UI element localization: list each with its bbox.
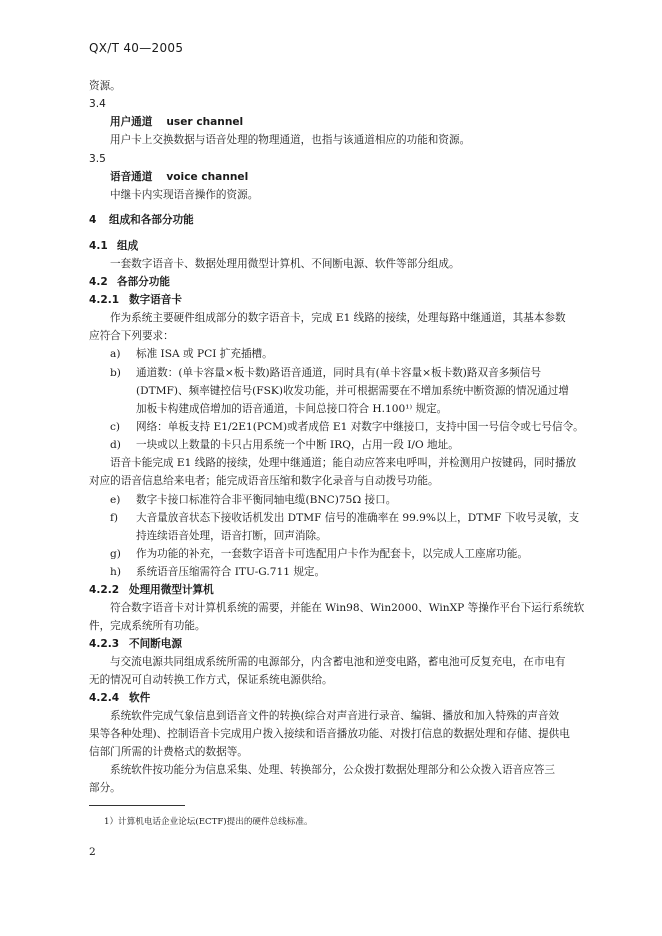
list-marker: b) xyxy=(110,367,121,379)
term-heading xyxy=(110,170,248,184)
list-item xyxy=(110,547,528,561)
list-text: 通道数：(单卡容量×板卡数)路语音通道，同时具有(单卡容量×板卡数)路双音多频信号 xyxy=(136,367,542,379)
text-line: 应符合下列要求： xyxy=(89,330,174,342)
text-line: 信部门所需的计费格式的数据等。 xyxy=(89,746,248,758)
definition-text: 中继卡内实现语音操作的资源。 xyxy=(110,189,259,201)
text-line: 作为系统主要硬件组成部分的数字语音卡，完成 E1 线路的接续，处理每路中继通道，其基本参数 xyxy=(110,312,566,324)
list-item xyxy=(110,420,584,434)
text-line: 部分。 xyxy=(89,782,121,794)
text-line: 对应的语音信息给来电者；能完成语音压缩和数字化录音与自动拨号功能。 xyxy=(89,475,439,487)
page-header-standard-number: QX/T 40—2005 xyxy=(89,41,184,55)
list-item xyxy=(110,366,541,380)
list-marker: c) xyxy=(110,421,121,433)
section-title: 组成 xyxy=(117,240,139,252)
section-title: 组成和各部分功能 xyxy=(109,214,194,226)
section-number: 4.2.1 xyxy=(89,294,120,306)
section-heading xyxy=(89,275,170,289)
term-zh: 用户通道 xyxy=(110,116,153,128)
list-text: 大音量放音状态下接收话机发出 DTMF 信号的准确率在 99.9%以上，DTMF 下收号灵敏，支 xyxy=(136,512,580,524)
term-zh: 语音通道 xyxy=(110,171,153,183)
section-title: 处理用微型计算机 xyxy=(129,584,214,596)
list-item xyxy=(110,438,459,452)
list-marker: d) xyxy=(110,439,121,451)
section-number: 4.2 xyxy=(89,276,108,288)
list-text: 一块或以上数量的卡只占用系统一个中断 IRQ，占用一段 I/O 地址。 xyxy=(136,439,459,451)
list-item xyxy=(110,493,396,507)
list-text: 标准 ISA 或 PCI 扩充插槽。 xyxy=(136,348,273,360)
list-item xyxy=(110,511,579,525)
section-title: 软件 xyxy=(129,692,151,704)
list-marker: e) xyxy=(110,494,121,506)
clause-number: 3.4 xyxy=(89,98,106,110)
section-number: 4 xyxy=(89,214,97,226)
text-line: 语音卡能完成 E1 线路的接续，处理中继通道；能自动应答来电呼叫，并检测用户按键码，同时播放 xyxy=(110,457,577,469)
list-marker: a) xyxy=(110,348,121,360)
text-line: 系统软件按功能分为信息采集、处理、转换部分，公众拨打数据处理部分和公众拨入语音应答三 xyxy=(110,764,555,776)
text-line: 件，完成系统所有功能。 xyxy=(89,620,206,632)
text-line: 资源。 xyxy=(89,80,121,92)
list-marker: g) xyxy=(110,548,121,560)
section-number: 4.2.4 xyxy=(89,692,120,704)
section-heading xyxy=(89,583,214,597)
page-number: 2 xyxy=(89,846,96,858)
section-number: 4.1 xyxy=(89,240,108,252)
section-heading xyxy=(89,637,182,651)
section-heading xyxy=(89,239,138,253)
text-line: 与交流电源共同组成系统所需的电源部分，内含蓄电池和逆变电路，蓄电池可反复充电，在市电有 xyxy=(110,656,566,668)
section-number: 4.2.3 xyxy=(89,638,120,650)
section-heading xyxy=(89,293,182,307)
text-line: 系统软件完成气象信息到语音文件的转换(综合对声音进行录音、编辑、播放和加入特殊的声音效 xyxy=(110,710,560,722)
list-marker: f) xyxy=(110,512,119,524)
footnote-rule xyxy=(89,805,185,806)
section-title: 数字语音卡 xyxy=(129,294,182,306)
list-text: 数字卡接口标准符合非平衡同轴电缆(BNC)75Ω 接口。 xyxy=(136,494,397,506)
text-line: 加板卡构建成倍增加的语音通道，卡间总接口符合 H.100¹⁾ 规定。 xyxy=(136,403,448,415)
text-line: 持连续语音处理，语音打断，回声消除。 xyxy=(136,530,327,542)
section-number: 4.2.2 xyxy=(89,584,120,596)
section-title: 不间断电源 xyxy=(129,638,182,650)
term-heading xyxy=(110,115,243,129)
section-title: 各部分功能 xyxy=(117,276,170,288)
list-text: 系统语音压缩需符合 ITU-G.711 规定。 xyxy=(136,566,326,578)
list-marker: h) xyxy=(110,566,121,578)
text-line: 一套数字语音卡、数据处理用微型计算机、不间断电源、软件等部分组成。 xyxy=(110,258,460,270)
clause-number: 3.5 xyxy=(89,153,106,165)
section-heading xyxy=(89,213,194,227)
text-line: 果等各种处理)、控制语音卡完成用户拨入接续和语音播放功能、对拨打信息的数据处理和存储、提供电 xyxy=(89,728,570,740)
section-heading xyxy=(89,691,150,705)
term-en: user channel xyxy=(166,116,244,128)
list-item xyxy=(110,347,273,361)
list-text: 网络：单板支持 E1/2E1(PCM)或者成倍 E1 对数字中继接口，支持中国一号信令或七号信令。 xyxy=(136,421,584,433)
text-line: (DTMF)、频率键控信号(FSK)收发功能，并可根据需要在不增加系统中断资源的情况通过增 xyxy=(136,385,569,397)
term-en: voice channel xyxy=(166,171,249,183)
definition-text: 用户卡上交换数据与语音处理的物理通道，也指与该通道相应的功能和资源。 xyxy=(110,134,471,146)
footnote: 1）计算机电话企业论坛(ECTF)提出的硬件总线标准。 xyxy=(104,817,313,827)
list-item xyxy=(110,565,325,579)
text-line: 符合数字语音卡对计算机系统的需要，并能在 Win98、Win2000、WinXP 等操作平台下运行系统软 xyxy=(110,602,585,614)
text-line: 无的情况可自动转换工作方式，保证系统电源供给。 xyxy=(89,674,333,686)
list-text: 作为功能的补充，一套数字语音卡可选配用户卡作为配套卡，以完成人工座席功能。 xyxy=(136,548,528,560)
